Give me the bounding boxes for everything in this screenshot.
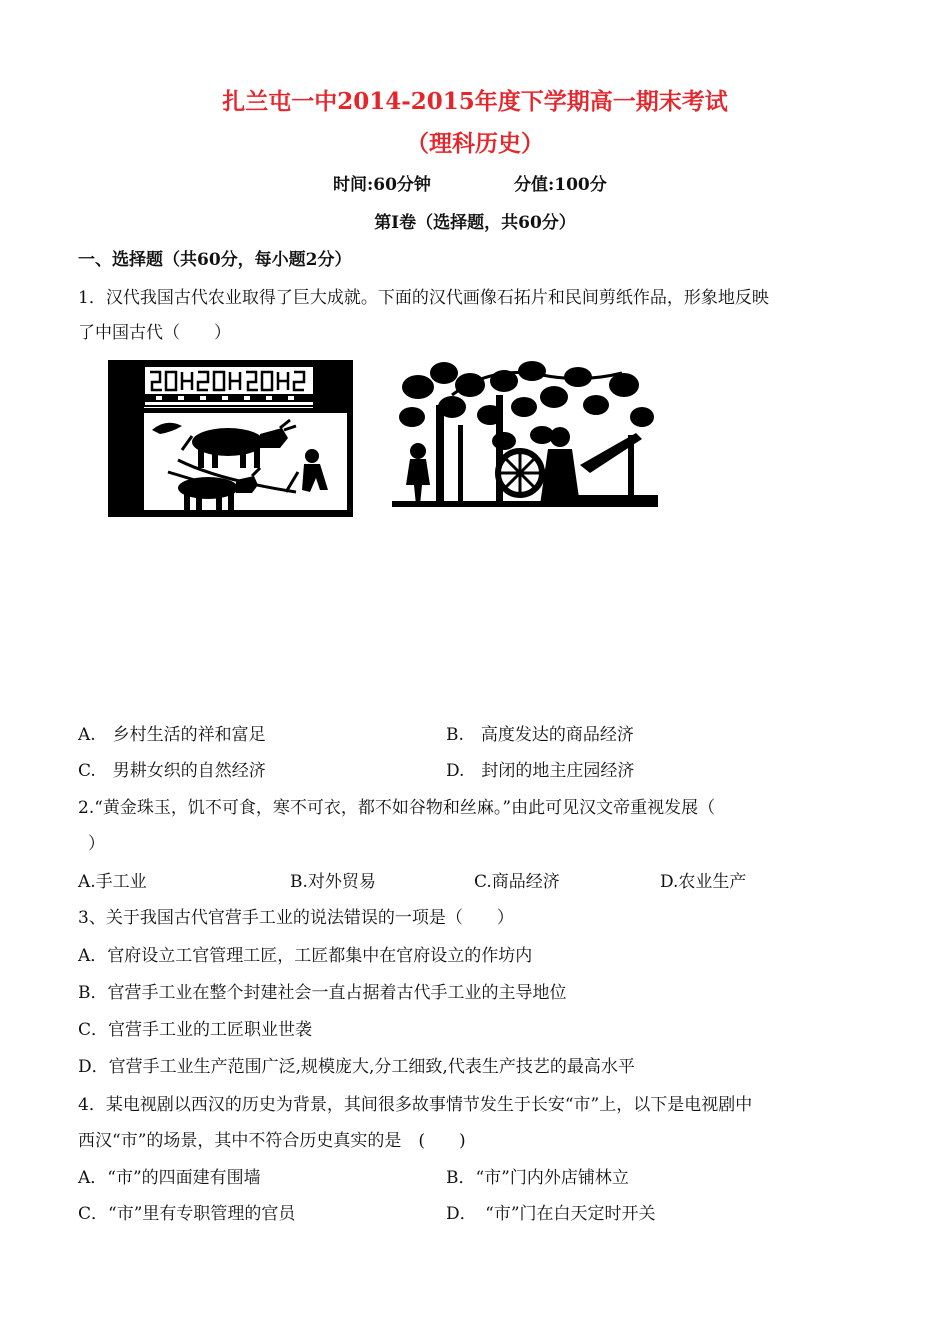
question-2-option-b: B.对外贸易 — [290, 872, 376, 892]
question-3-stem: 3、关于我国古代官营手工业的说法错误的一项是（ ） — [78, 908, 514, 928]
question-4-option-a: A．“市”的四面建有围墙 — [78, 1168, 261, 1188]
question-3-option-b: B．官营手工业在整个封建社会一直占据着古代手工业的主导地位 — [78, 983, 567, 1003]
question-1-option-a: A. 乡村生活的祥和富足 — [78, 725, 266, 745]
ox-plowing-rubbing-icon — [108, 360, 354, 518]
question-1-option-d: D. 封闭的地主庄园经济 — [446, 761, 635, 781]
exam-title: 扎兰屯一中2014-2015年度下学期高一期末考试 — [222, 88, 728, 115]
question-3-option-d: D．官营手工业生产范围广泛,规模庞大,分工细致,代表生产技艺的最高水平 — [78, 1057, 635, 1077]
question-1-stem-line1: 1．汉代我国古代农业取得了巨大成就。下面的汉代画像石拓片和民间剪纸作品，形象地反映 — [78, 288, 769, 308]
question-2-stem-line2: ） — [88, 834, 105, 854]
volume-heading: 第Ⅰ卷（选择题，共60分） — [374, 213, 576, 233]
question-3-option-c: C．官营手工业的工匠职业世袭 — [78, 1020, 313, 1040]
question-1-option-b: B. 高度发达的商品经济 — [446, 725, 634, 745]
spinning-wheel-paper-cut-icon — [392, 355, 658, 507]
exam-score: 分值:100分 — [514, 175, 607, 195]
exam-time: 时间:60分钟 — [333, 175, 431, 195]
section-heading: 一、选择题（共60分，每小题2分） — [78, 250, 352, 270]
question-2-stem-line1: 2.“黄金珠玉，饥不可食，寒不可衣，都不如谷物和丝麻。”由此可见汉文帝重视发展（ — [78, 798, 716, 818]
question-4-option-d: D． “市”门在白天定时开关 — [446, 1204, 656, 1224]
question-1-stem-line2: 了中国古代（ ） — [78, 323, 231, 343]
question-4-stem-line2: 西汉“市”的场景，其中不符合历史真实的是 ( ) — [78, 1131, 466, 1151]
exam-subtitle: （理科历史） — [406, 130, 544, 157]
question-1-option-c: C. 男耕女织的自然经济 — [78, 761, 266, 781]
question-2-option-d: D.农业生产 — [660, 872, 747, 892]
question-4-option-b: B．“市”门内外店铺林立 — [446, 1168, 629, 1188]
question-4-stem-line1: 4．某电视剧以西汉的历史为背景，其间很多故事情节发生于长安“市”上，以下是电视剧中 — [78, 1095, 753, 1115]
question-4-option-c: C．“市”里有专职管理的官员 — [78, 1204, 296, 1224]
question-3-option-a: A．官府设立工官管理工匠，工匠都集中在官府设立的作坊内 — [78, 946, 533, 966]
question-2-option-a: A.手工业 — [78, 872, 147, 892]
question-2-option-c: C.商品经济 — [474, 872, 560, 892]
